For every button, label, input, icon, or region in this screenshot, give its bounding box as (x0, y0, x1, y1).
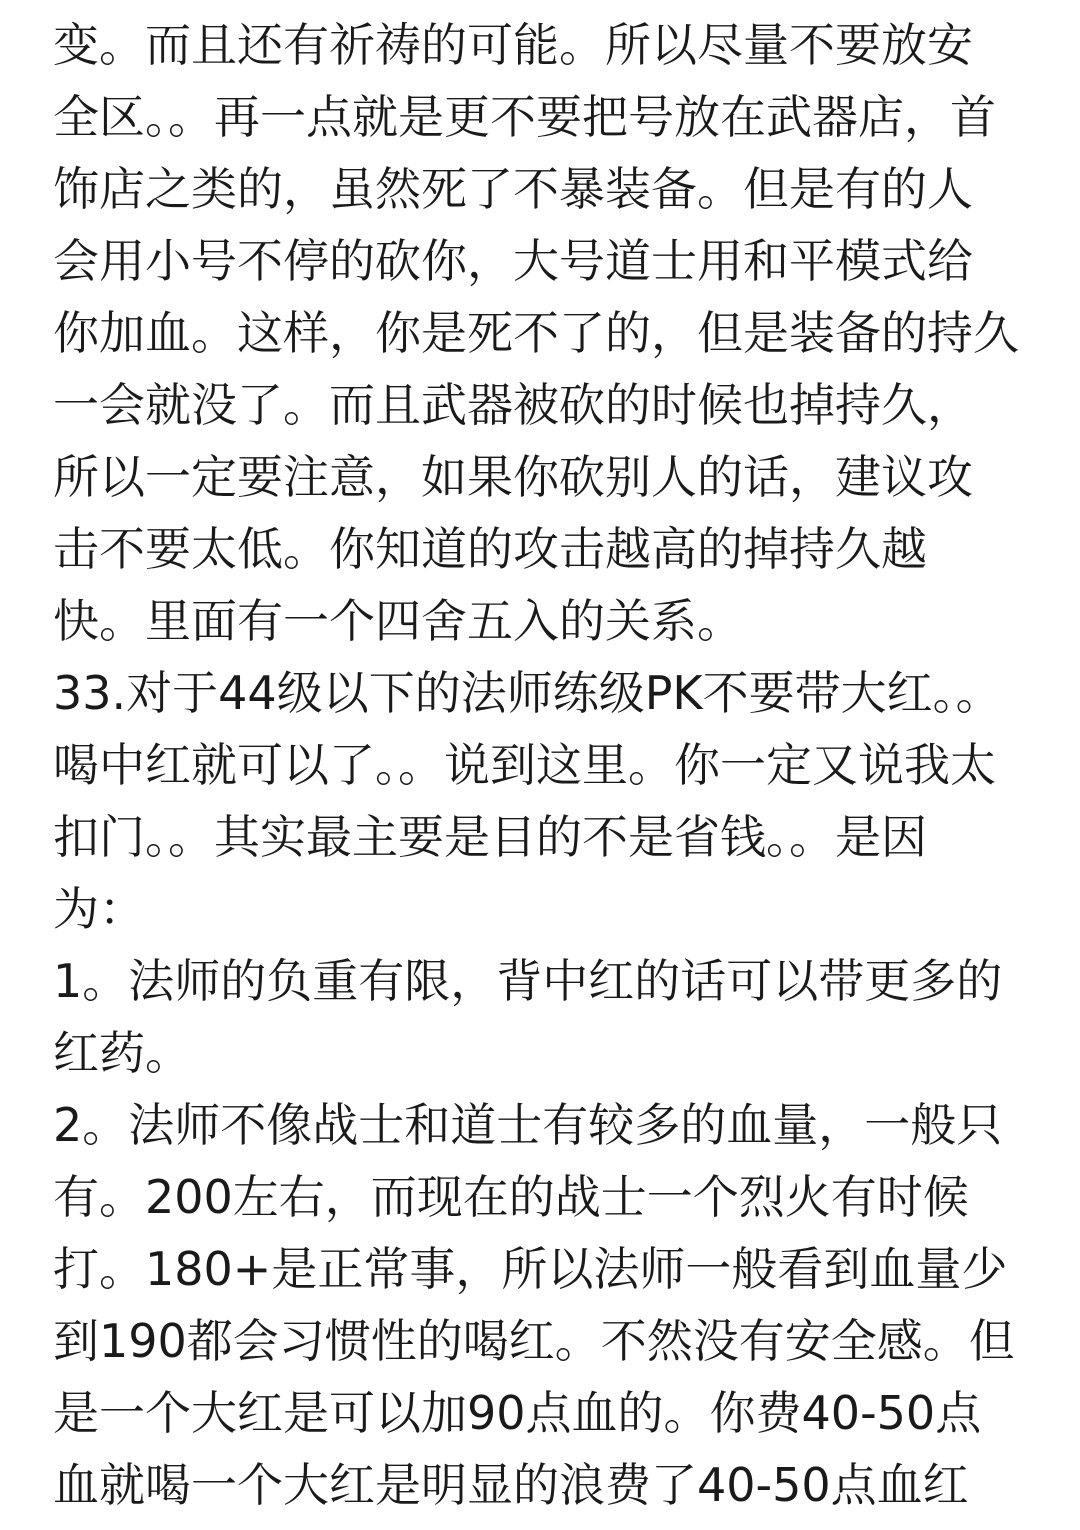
text-line: 快。里面有一个四舍五入的关系。 (53, 594, 743, 648)
text-line: 变。而且还有祈祷的可能。所以尽量不要放安 (53, 18, 973, 72)
text-line: 饰店之类的，虽然死了不暴装备。但是有的人 (53, 162, 973, 216)
text-line: 有。200左右，而现在的战士一个烈火有时候 (53, 1170, 969, 1224)
text-line: 你加血。这样，你是死不了的，但是装备的持久 (53, 306, 1019, 360)
text-line: 会用小号不停的砍你，大号道士用和平模式给 (53, 234, 973, 288)
text-line: 血就喝一个大红是明显的浪费了40-50点血红 (53, 1458, 969, 1512)
text-line: 1。法师的负重有限，背中红的话可以带更多的 (53, 954, 1003, 1008)
text-line: 为： (53, 882, 145, 936)
text-line: 33.对于44级以下的法师练级PK不要带大红。。 (53, 666, 1002, 720)
text-line: 全区。。再一点就是更不要把号放在武器店，首 (53, 90, 996, 144)
text-line: 扣门。。其实最主要是目的不是省钱。。是因 (53, 810, 927, 864)
text-line: 是一个大红是可以加90点血的。你费40-50点 (53, 1386, 982, 1440)
text-line: 所以一定要注意，如果你砍别人的话，建议攻 (53, 450, 973, 504)
text-line: 到190都会习惯性的喝红。不然没有安全感。但 (53, 1314, 1015, 1368)
text-line: 红药。 (53, 1026, 191, 1080)
text-line: 击不要太低。你知道的攻击越高的掉持久越 (53, 522, 927, 576)
text-line: 打。180+是正常事，所以法师一般看到血量少 (53, 1242, 1008, 1296)
text-line: 喝中红就可以了。。说到这里。你一定又说我太 (53, 738, 996, 792)
text-line: 一会就没了。而且武器被砍的时候也掉持久， (53, 378, 973, 432)
text-line: 2。法师不像战士和道士有较多的血量，一般只 (53, 1098, 1003, 1152)
